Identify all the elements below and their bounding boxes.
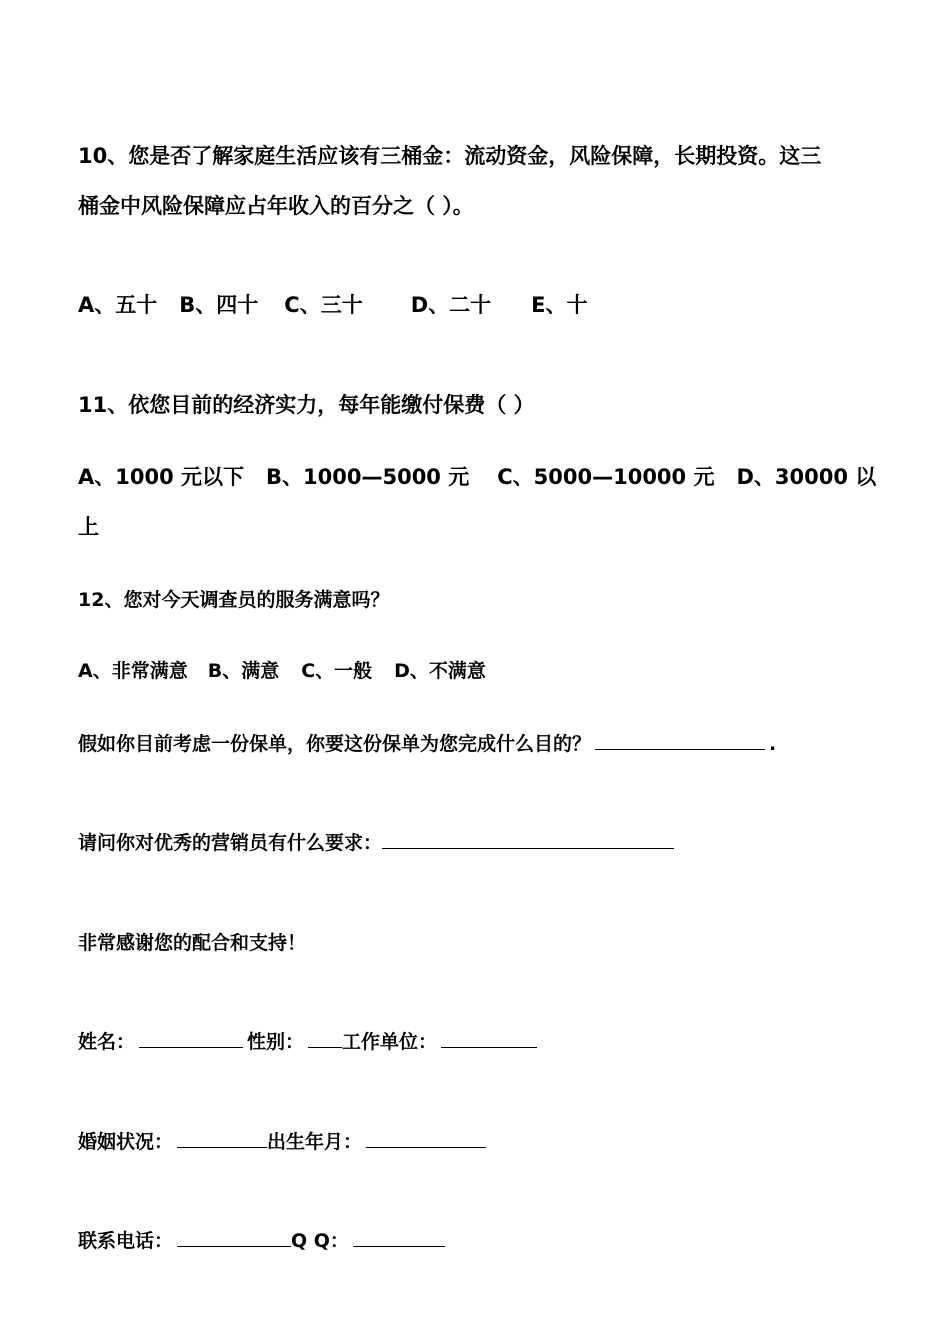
marital-field[interactable] [177,1127,267,1148]
q12-text: 12、您对今天调查员的服务满意吗？ [78,589,390,611]
q10-option-c[interactable]: C、三十 [284,293,363,317]
q12-option-a[interactable]: A、非常满意 [78,660,188,682]
name-label: 姓名： [78,1031,136,1053]
requirement-question-row [78,828,678,858]
info-row-3 [78,1226,449,1256]
q11-text: 11、依您目前的经济实力，每年能缴付保费（ ） [78,393,535,417]
q10-option-a[interactable]: A、五十 [78,293,158,317]
purpose-answer-field[interactable] [595,729,765,750]
q11-option-c[interactable]: C、5000—10000 元 [497,465,715,489]
phone-label: 联系电话： [78,1230,174,1252]
q10-option-e[interactable]: E、十 [531,293,588,317]
qq-field[interactable] [353,1226,445,1247]
q10-option-b[interactable]: B、四十 [179,293,259,317]
purpose-end: . [769,733,777,755]
q12-option-d[interactable]: D、不满意 [394,660,486,682]
q12-option-b[interactable]: B、满意 [207,660,280,682]
thanks-text: 非常感谢您的配合和支持！ [78,932,307,954]
work-field[interactable] [441,1027,537,1048]
requirement-question: 请问你对优秀的营销员有什么要求： [78,832,383,854]
q11-option-b[interactable]: B、1000—5000 元 [266,465,470,489]
q11-options [78,462,876,492]
birth-label: 出生年月： [267,1131,363,1153]
gender-label: 性别： [247,1031,305,1053]
info-row-1 [78,1027,541,1057]
birth-field[interactable] [366,1127,486,1148]
q10-text-line1: 10、您是否了解家庭生活应该有三桶金：流动资金，风险保障，长期投资。这三 [78,144,822,168]
q10-text-line2: 桶金中风险保障应占年收入的百分之（ ）。 [78,194,474,218]
q10-options [78,290,588,320]
q12-option-c[interactable]: C、一般 [301,660,373,682]
purpose-question-row [78,729,776,759]
phone-field[interactable] [177,1226,291,1247]
qq-label: Q Q： [291,1230,349,1252]
marital-label: 婚姻状况： [78,1131,174,1153]
requirement-answer-field[interactable] [382,828,674,849]
q10-option-d[interactable]: D、二十 [410,293,492,317]
q11-option-a[interactable]: A、1000 元以下 [78,465,245,489]
work-label: 工作单位： [342,1031,438,1053]
q12-options [78,656,486,686]
info-row-2 [78,1127,490,1157]
purpose-question: 假如你目前考虑一份保单，你要这份保单为您完成什么目的？ [78,733,592,755]
name-field[interactable] [139,1027,243,1048]
q11-option-d[interactable]: D、30000 以 [736,465,877,489]
q11-options-wrap: 上 [78,515,99,539]
gender-field[interactable] [308,1027,342,1048]
